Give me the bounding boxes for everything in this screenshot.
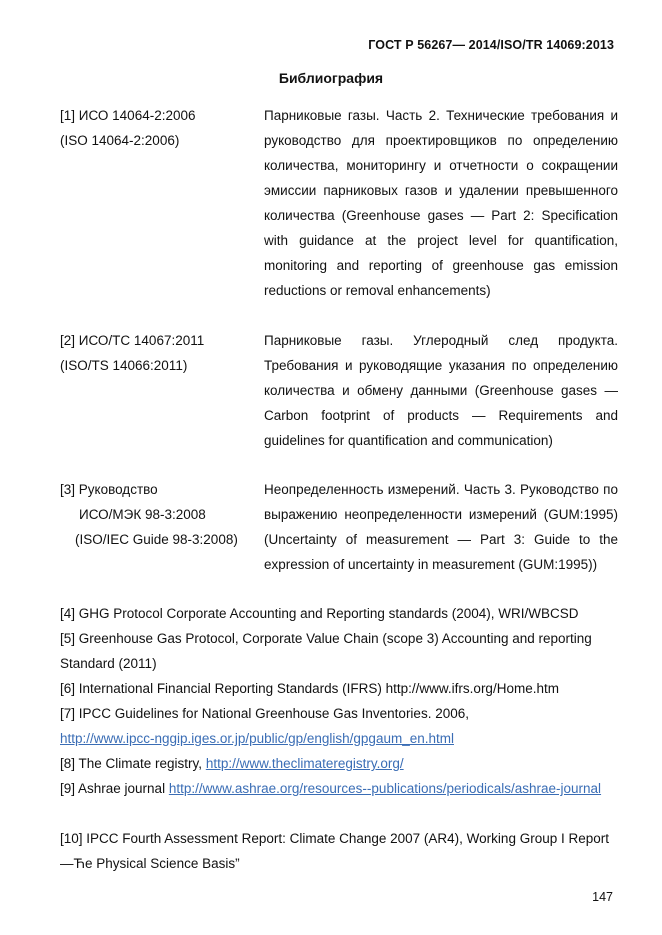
reference-9 — [60, 776, 620, 801]
reference-9-text: [9] Ashrae journal — [60, 781, 166, 796]
reference-2-code-en: (ISO/TS 14066:2011) — [60, 358, 188, 373]
reference-7-text: [7] IPCC Guidelines for National Greenhouse Gas Inventories. 2006, — [60, 706, 469, 721]
reference-8-text: [8] The Climate registry, — [60, 756, 203, 771]
reference-7 — [60, 701, 620, 751]
reference-8-link[interactable]: http://www.theclimateregistry.org/ — [205, 756, 404, 771]
reference-1-code-ru: [1] ИСО 14064-2:2006 — [60, 108, 196, 123]
reference-5: [5] Greenhouse Gas Protocol, Corporate Value Chain (scope 3) Accounting and reporting Standard (2011) — [60, 631, 592, 671]
reference-10: [10] IPCC Fourth Assessment Report: Climate Change 2007 (AR4), Working Group I Report —Ћe Physical Science Basis” — [60, 831, 609, 871]
reference-1-code-en: (ISO 14064-2:2006) — [60, 133, 180, 148]
reference-3-line-2: ИСО/МЭК 98-3:2008 — [79, 507, 206, 522]
document-header: ГОСТ Р 56267— 2014/ISO/TR 14069:2013 — [368, 38, 614, 52]
reference-3-designation — [60, 477, 260, 552]
reference-3-description: Неопределенность измерений. Часть 3. Руководство по выражению неопределенности измерений (GUM:1995) (Uncertainty of measurement — Part 3: Guide to the expression of uncertainty in measurement (GUM:1995)) — [264, 482, 618, 572]
reference-2-code-ru: [2] ИСО/ТС 14067:2011 — [60, 333, 205, 348]
section-title: Библиография — [278, 70, 384, 86]
reference-2-description: Парниковые газы. Углеродный след продукта. Требования и руководящие указания по определению количества и обмену данными (Greenhouse gases — Carbon footprint of products — Requirements and guidelines for quantification and communication) — [264, 333, 618, 448]
reference-4: [4] GHG Protocol Corporate Accounting and Reporting standards (2004), WRI/WBCSD — [60, 606, 579, 621]
reference-1-designation — [60, 103, 260, 153]
reference-6: [6] International Financial Reporting Standards (IFRS) http://www.ifrs.org/Home.htm — [60, 681, 559, 696]
reference-9-link[interactable]: http://www.ashrae.org/resources--publications/periodicals/ashrae-journal — [168, 781, 602, 796]
reference-3-line-3: (ISO/IEC Guide 98-3:2008) — [75, 532, 238, 547]
reference-7-link[interactable]: http://www.ipcc-nggip.iges.or.jp/public/gp/english/gpgaum_en.html — [60, 731, 454, 746]
reference-1-description: Парниковые газы. Часть 2. Технические требования и руководство для проектировщиков по определению количества, мониторингу и отчетности о сокращении эмиссии парниковых газов и удалении превышенного количества (Greenhouse gases — Part 2: Specification with guidance at the project level for quantification, monitoring and reporting of greenhouse gas emission reductions or removal enhancements) — [264, 108, 618, 298]
page-number: 147 — [592, 890, 613, 904]
reference-8 — [60, 751, 620, 776]
reference-2-designation — [60, 328, 260, 378]
reference-3-line-1: [3] Руководство — [60, 482, 158, 497]
